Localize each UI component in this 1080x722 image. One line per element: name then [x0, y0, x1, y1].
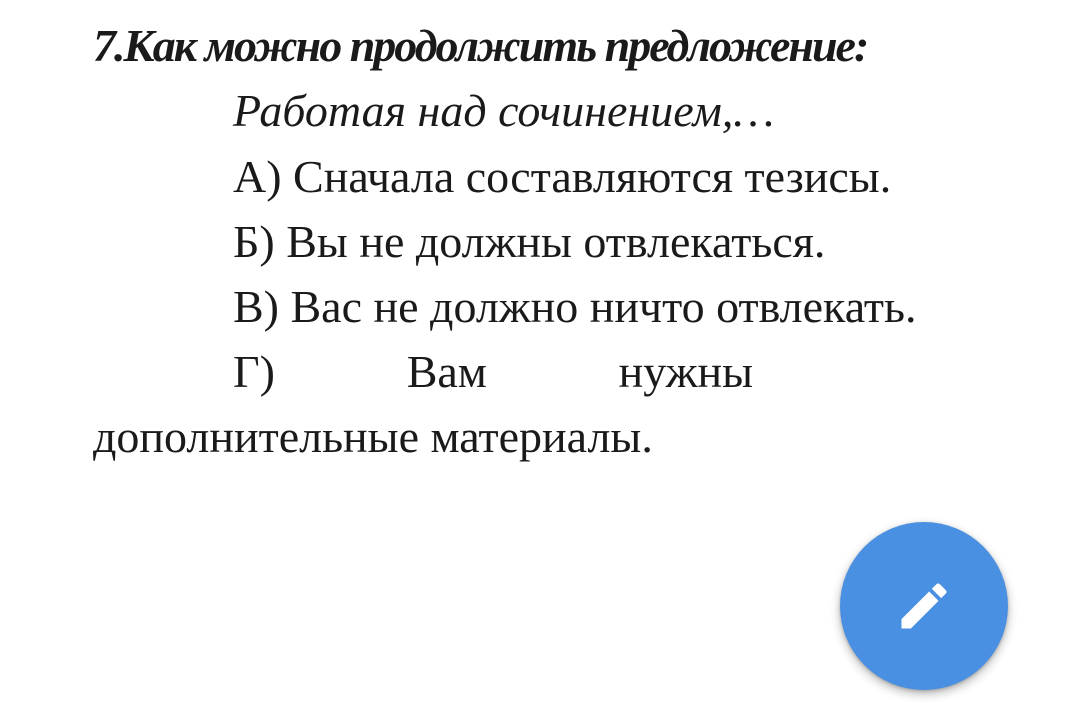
option-b: Б) Вы не должны отвлекаться. [233, 216, 826, 267]
question-block [93, 14, 985, 469]
edit-button[interactable] [840, 522, 1008, 690]
pencil-icon [894, 576, 954, 636]
option-a: А) Сначала составляются тезисы. [233, 151, 892, 202]
question-stem: Работая над сочинением,… [233, 85, 775, 136]
question-title: 7.Как можно продолжить предложение: [93, 20, 868, 71]
option-c: В) Вас не должно ничто отвлекать. [233, 281, 917, 332]
option-d: Г) Вам нужны дополнительные материалы. [93, 346, 753, 462]
